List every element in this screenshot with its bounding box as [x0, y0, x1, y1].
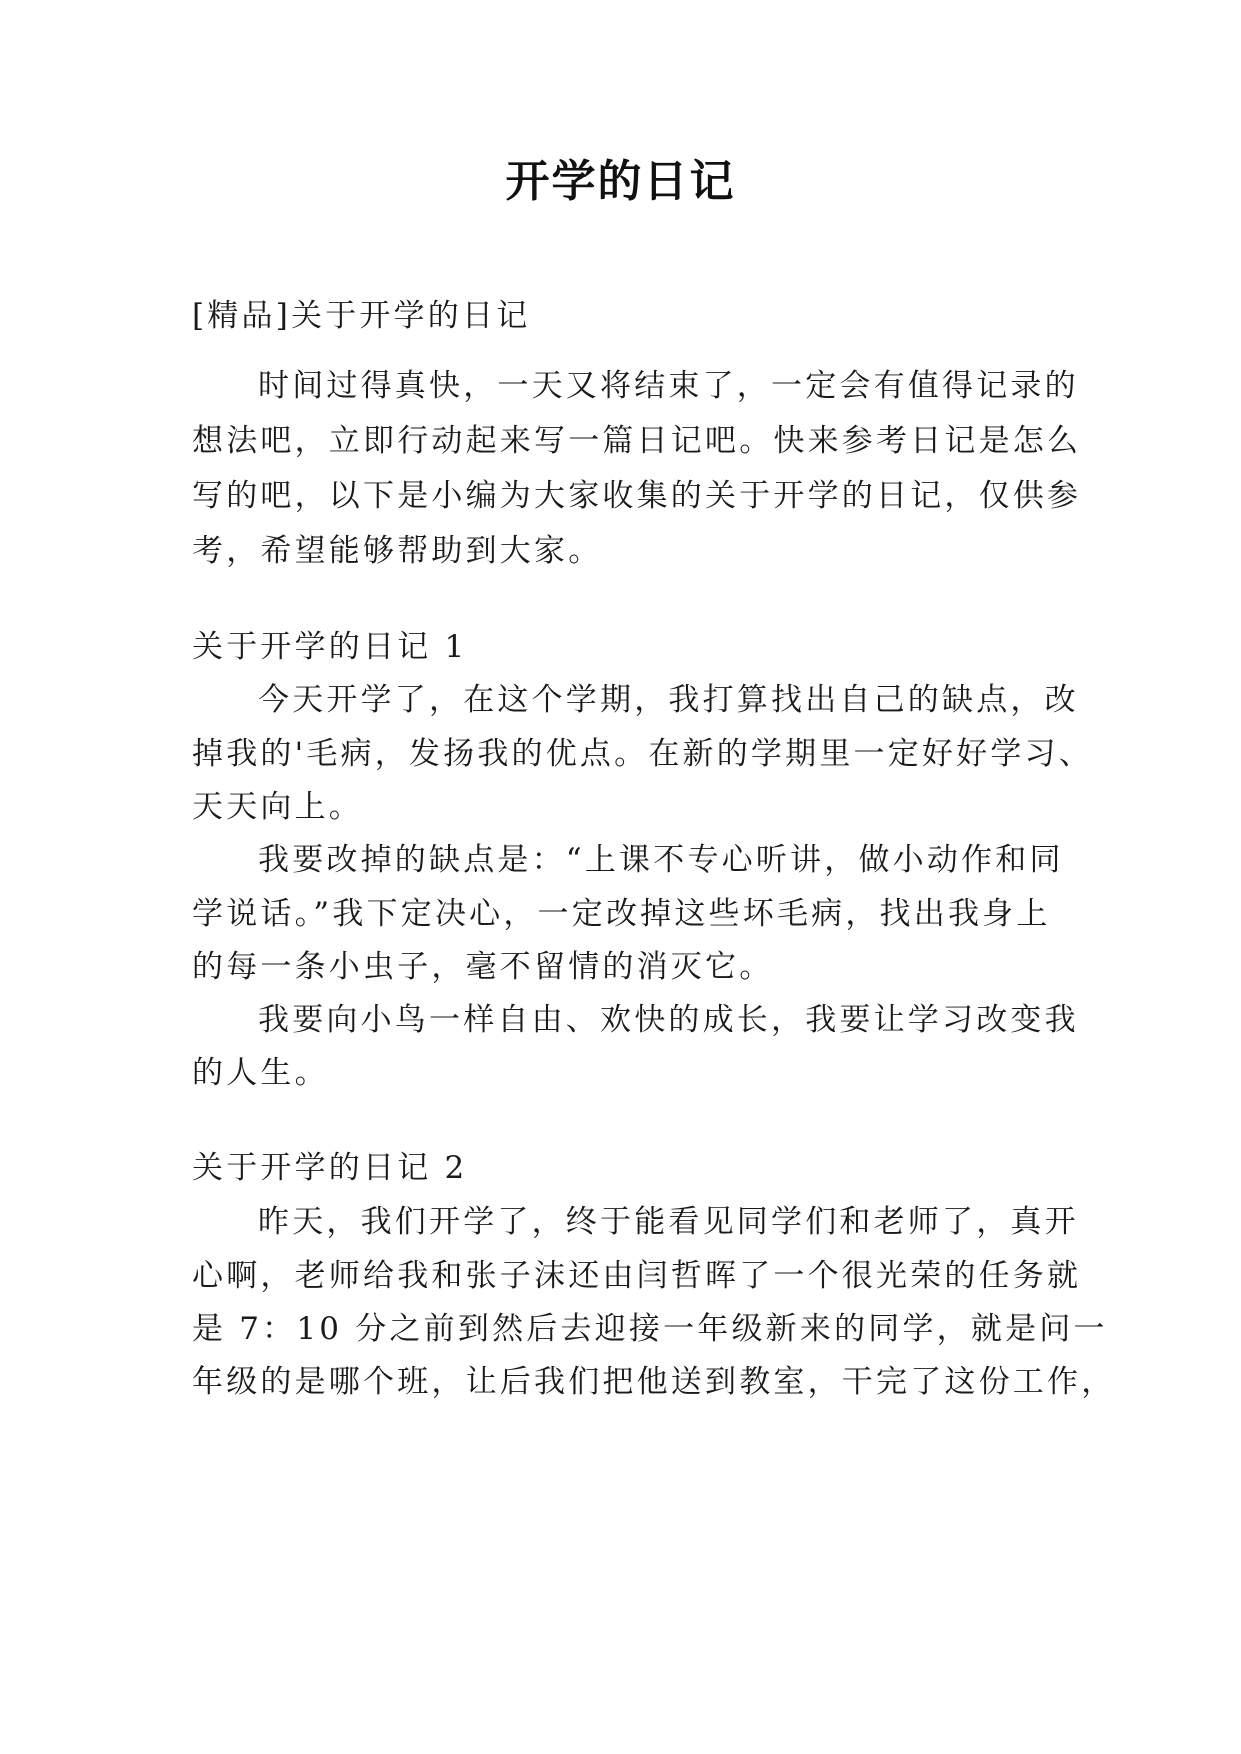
- intro-line: 写的吧，以下是小编为大家收集的关于开学的日记，仅供参: [192, 478, 1082, 514]
- section2-line: 昨天，我们开学了，终于能看见同学们和老师了，真开: [258, 1204, 1079, 1240]
- section1-line: 掉我的'毛病，发扬我的优点。在新的学期里一定好好学习、: [192, 736, 1093, 772]
- section1-line: 我要改掉的缺点是：“上课不专心听讲，做小动作和同: [258, 842, 1064, 878]
- section1-heading: 关于开学的日记 1: [192, 629, 468, 665]
- section2-heading: 关于开学的日记 2: [192, 1150, 468, 1186]
- section2-line: 是 7：10 分之前到然后去迎接一年级新来的同学，就是问一: [192, 1311, 1108, 1347]
- section2-line: 年级的是哪个班，让后我们把他送到教室，干完了这份工作，: [192, 1364, 1116, 1400]
- intro-line: 考，希望能够帮助到大家。: [192, 533, 603, 569]
- section1-line: 的每一条小虫子，毫不留情的消灭它。: [192, 949, 774, 985]
- intro-line: 想法吧，立即行动起来写一篇日记吧。快来参考日记是怎么: [192, 423, 1082, 459]
- intro-line: 时间过得真快，一天又将结束了，一定会有值得记录的: [258, 368, 1079, 404]
- section1-line: 天天向上。: [192, 789, 363, 825]
- section1-line: 学说话。”我下定决心，一定改掉这些坏毛病，找出我身上: [192, 896, 1051, 932]
- document-subtitle: [精品]关于开学的日记: [192, 298, 531, 334]
- section1-line: 今天开学了，在这个学期，我打算找出自己的缺点，改: [258, 682, 1079, 718]
- document-title: 开学的日记: [505, 156, 736, 207]
- section1-line: 的人生。: [192, 1055, 329, 1091]
- section2-line: 心啊，老师给我和张子沫还由闫哲晖了一个很光荣的任务就: [192, 1258, 1082, 1294]
- section1-line: 我要向小鸟一样自由、欢快的成长，我要让学习改变我: [258, 1002, 1079, 1038]
